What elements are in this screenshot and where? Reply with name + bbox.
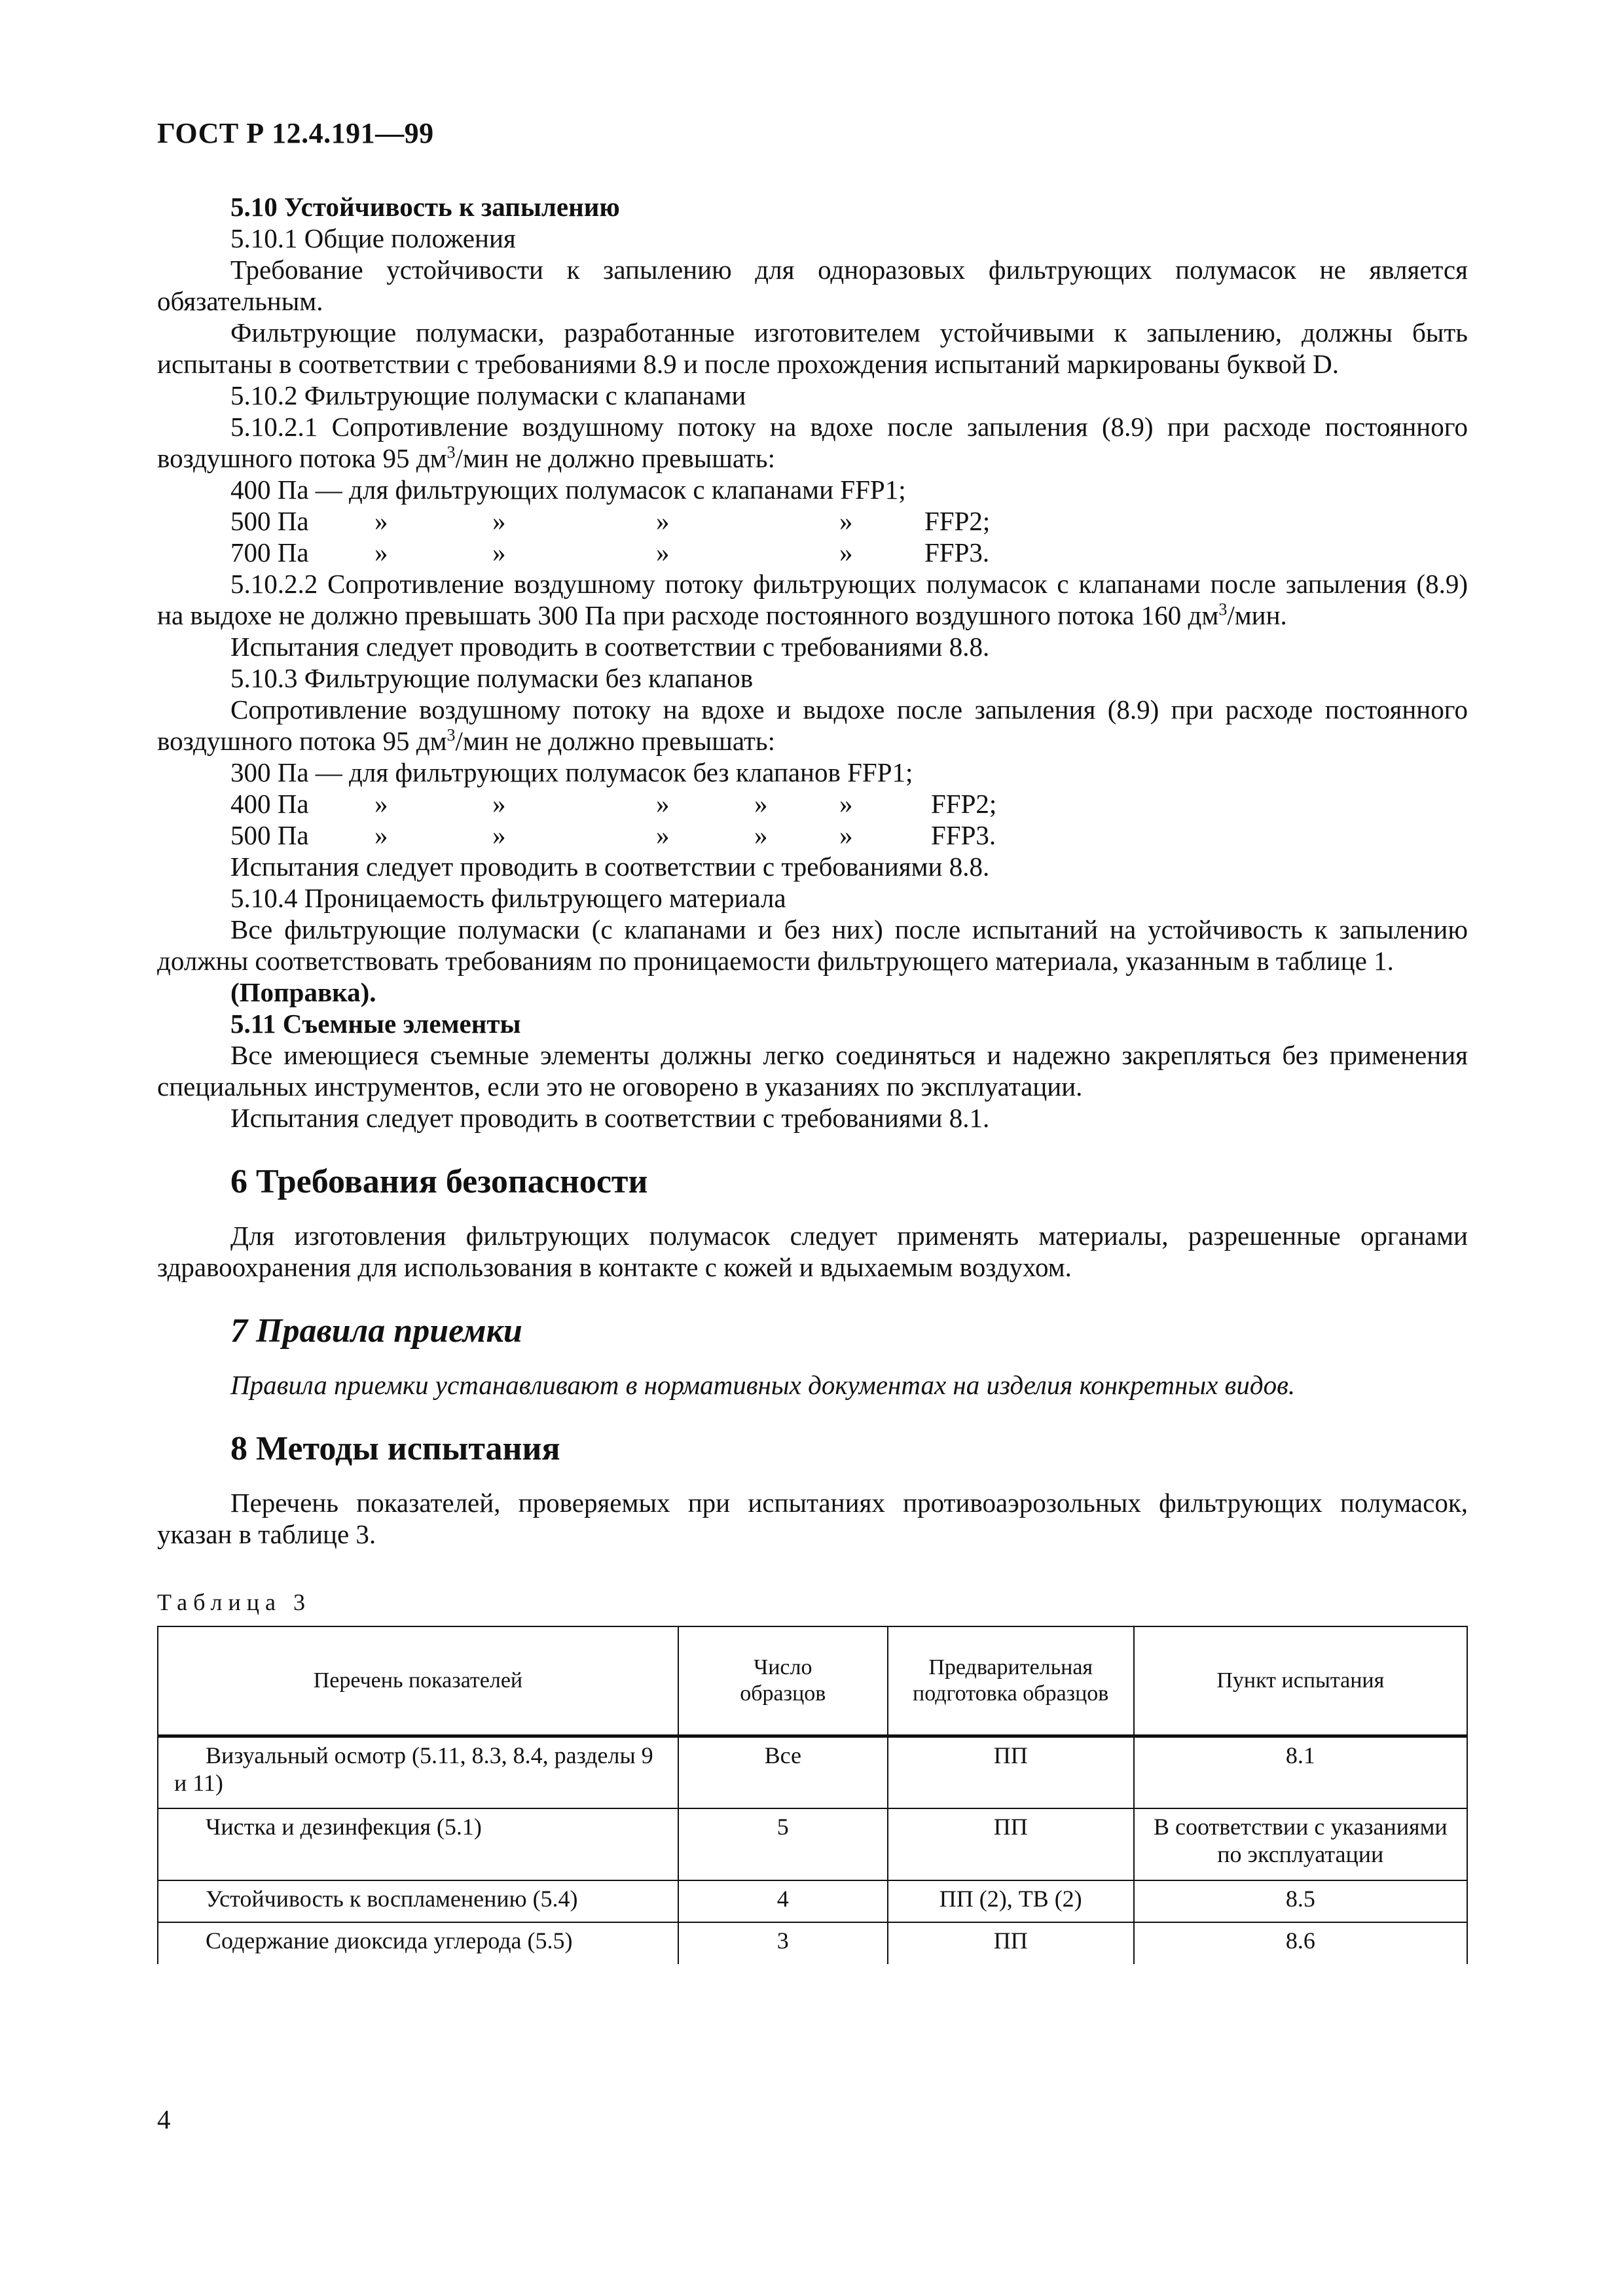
limit-row <box>230 505 990 537</box>
cell-text: Устойчивость к воспламенению (5.4) <box>206 1885 578 1912</box>
ditto-mark: » <box>754 789 768 819</box>
table-cell: Все <box>678 1736 888 1808</box>
ditto-mark: » <box>839 506 853 536</box>
paragraph: Фильтрующие полумаски, разработанные изготовителем устойчивыми к запылению, должны быть испытаны в соответствии с требованиями 8.9 и после прохождения испытаний маркированы буквой D. <box>157 317 1468 379</box>
table-3 <box>157 1626 1468 1964</box>
superscript: 3 <box>1218 600 1228 619</box>
table-cell <box>158 1736 678 1808</box>
table-cell: ПП <box>888 1922 1134 1964</box>
table-cell <box>158 1880 678 1922</box>
paragraph: Все фильтрующие полумаски (с клапанами и без них) после испытаний на устойчивость к запылению должны соответствовать требованиям по проницаемости фильтрующего материала, указанным в таблице 1. <box>157 914 1468 976</box>
text: Сопротивление воздушному потоку на вдохе и выдохе после запыления (8.9) при расходе постоянного воздушного потока 95 дм <box>157 694 1468 756</box>
column-header: Число образцов <box>678 1626 888 1736</box>
section-5-11-title: 5.11 Съемные элементы <box>230 1009 521 1039</box>
text: 5.10.2.1 Сопротивление воздушному потоку на вдохе после запыления (8.9) при расходе постоянного воздушного потока 95 дм <box>157 412 1468 473</box>
paragraph <box>157 694 1468 757</box>
table-cell: 4 <box>678 1880 888 1922</box>
subsection-5-10-2: 5.10.2 Фильтрующие полумаски с клапанами <box>230 380 746 410</box>
document-header: ГОСТ Р 12.4.191—99 <box>157 117 434 149</box>
ditto-mark: » <box>374 789 388 819</box>
table-row <box>158 1736 1467 1808</box>
table-cell <box>158 1922 678 1964</box>
paragraph: Все имеющиеся съемные элементы должны легко соединяться и надежно закрепляться без применения специальных инструментов, если это не оговорено в указаниях по эксплуатации. <box>157 1040 1468 1102</box>
ditto-mark: » <box>656 820 670 850</box>
ditto-mark: » <box>754 820 768 850</box>
limits-without-valves <box>230 757 996 851</box>
table-caption: Таблица 3 <box>157 1589 311 1615</box>
page-number: 4 <box>157 2104 171 2134</box>
table-cell: 3 <box>678 1922 888 1964</box>
limit-cell: 500 Па <box>230 506 309 536</box>
ditto-mark: » <box>374 820 388 850</box>
superscript: 3 <box>447 442 456 462</box>
superscript: 3 <box>447 725 456 745</box>
limit-cell: 300 Па — для фильтрующих полумасок без клапанов FFP1; <box>230 757 913 787</box>
ditto-mark: » <box>656 506 670 536</box>
limits-with-valves <box>230 474 990 568</box>
paragraph: Для изготовления фильтрующих полумасок следует применять материалы, разрешенные органами здравоохранения для использования в контакте с кожей и вдыхаемым воздухом. <box>157 1221 1468 1282</box>
ditto-mark: » <box>839 537 853 567</box>
table-cell: 8.1 <box>1134 1736 1467 1808</box>
limit-row <box>230 537 990 568</box>
limit-row <box>230 474 990 505</box>
ditto-mark: » <box>839 820 853 850</box>
ditto-mark: » <box>374 537 388 567</box>
text: /мин не должно превышать: <box>455 726 775 756</box>
limit-cell: 400 Па <box>230 789 309 819</box>
table-row <box>158 1880 1467 1922</box>
ditto-mark: » <box>374 506 388 536</box>
table-row <box>158 1808 1467 1880</box>
limit-cell: 500 Па <box>230 820 309 850</box>
text: /мин. <box>1227 600 1287 630</box>
limit-row <box>230 819 996 851</box>
cell-text: Визуальный осмотр (5.11, 8.3, 8.4, разделы 9 и 11) <box>174 1742 653 1796</box>
limit-cell: FFP2; <box>924 506 991 536</box>
section-5-10-title: 5.10 Устойчивость к запылению <box>230 192 620 222</box>
column-header: Предварительная подготовка образцов <box>888 1626 1134 1736</box>
document-body <box>157 191 1468 1964</box>
limit-cell: FFP3. <box>924 537 990 567</box>
ditto-mark: » <box>492 820 506 850</box>
paragraph-5-10-2-2 <box>157 568 1468 631</box>
table-cell: 8.6 <box>1134 1922 1467 1964</box>
table-row <box>158 1922 1467 1964</box>
table-cell: ПП <box>888 1808 1134 1880</box>
ditto-mark: » <box>492 537 506 567</box>
paragraph: Правила приемки устанавливают в нормативных документах на изделия конкретных видов. <box>230 1370 1296 1400</box>
table-cell: ПП (2), ТВ (2) <box>888 1880 1134 1922</box>
cell-text: Чистка и дезинфекция (5.1) <box>206 1813 482 1840</box>
subsection-5-10-3: 5.10.3 Фильтрующие полумаски без клапанов <box>230 663 754 693</box>
table-cell: В соответствии с указаниями по эксплуатации <box>1134 1808 1467 1880</box>
cell-text: Содержание диоксида углерода (5.5) <box>206 1927 573 1954</box>
ditto-mark: » <box>839 789 853 819</box>
table-cell: 8.5 <box>1134 1880 1467 1922</box>
paragraph: Испытания следует проводить в соответствии с требованиями 8.8. <box>230 852 990 882</box>
table-cell: ПП <box>888 1736 1134 1808</box>
section-6-heading: 6 Требования безопасности <box>230 1163 648 1200</box>
limit-cell: FFP2; <box>931 789 997 819</box>
table-cell <box>158 1808 678 1880</box>
ditto-mark: » <box>656 537 670 567</box>
paragraph: Испытания следует проводить в соответствии с требованиями 8.8. <box>230 632 990 662</box>
section-7-heading: 7 Правила приемки <box>230 1312 522 1350</box>
table-header-row <box>158 1626 1467 1736</box>
limit-row <box>230 757 996 788</box>
text: /мин не должно превышать: <box>455 443 775 473</box>
paragraph: Требование устойчивости к запылению для одноразовых фильтрующих полумасок не является обязательным. <box>157 255 1468 316</box>
ditto-mark: » <box>492 789 506 819</box>
limit-cell: 700 Па <box>230 537 309 567</box>
limit-row <box>230 788 996 819</box>
column-header: Перечень показателей <box>158 1626 678 1736</box>
subsection-5-10-1: 5.10.1 Общие положения <box>230 223 516 253</box>
subsection-5-10-4: 5.10.4 Проницаемость фильтрующего материала <box>230 883 786 913</box>
ditto-mark: » <box>656 789 670 819</box>
table-cell: 5 <box>678 1808 888 1880</box>
limit-cell: FFP3. <box>931 820 996 850</box>
section-8-heading: 8 Методы испытания <box>230 1430 560 1467</box>
limit-cell: 400 Па — для фильтрующих полумасок с клапанами FFP1; <box>230 475 906 505</box>
ditto-mark: » <box>492 506 506 536</box>
paragraph-5-10-2-1 <box>157 411 1468 474</box>
column-header: Пункт испытания <box>1134 1626 1467 1736</box>
paragraph: Перечень показателей, проверяемых при испытаниях противоаэрозольных фильтрующих полумасок, указан в таблице 3. <box>157 1488 1468 1549</box>
correction-note: (Поправка). <box>230 977 376 1007</box>
text: 5.10.2.2 Сопротивление воздушному потоку фильтрующих полумасок с клапанами после запыления (8.9) на выдохе не должно превышать 300 Па при расходе постоянного воздушного потока 160 дм <box>157 569 1468 630</box>
paragraph: Испытания следует проводить в соответствии с требованиями 8.1. <box>230 1103 990 1133</box>
